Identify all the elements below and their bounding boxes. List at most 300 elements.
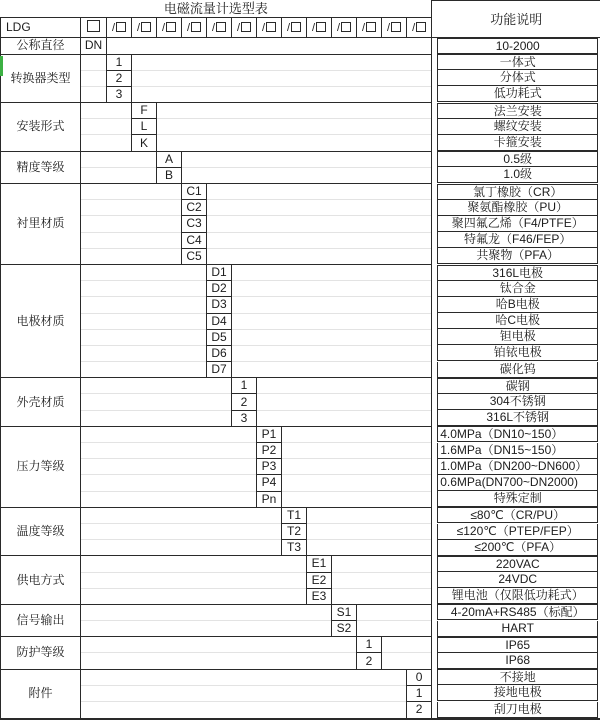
model-slot-cell (157, 18, 182, 38)
empty-cell (157, 119, 432, 135)
desc-column-cell (432, 264, 600, 280)
desc-cell: 不接地 (437, 669, 598, 685)
code-cell: T1 (282, 507, 307, 523)
slash-separator: / (287, 22, 290, 34)
option-row (1, 297, 600, 313)
desc-cell: 卡箍安装 (437, 135, 598, 151)
option-box-icon (341, 22, 351, 32)
empty-cell (132, 86, 432, 102)
desc-column-cell (432, 443, 600, 459)
empty-cell (81, 103, 132, 119)
option-box-icon (416, 22, 426, 32)
desc-cell: 1.6MPa（DN15~150） (437, 443, 598, 459)
category-label: 安装形式 (1, 103, 81, 152)
empty-cell (357, 604, 432, 620)
option-row (1, 378, 600, 394)
code-cell: 2 (107, 70, 132, 86)
empty-cell (81, 507, 282, 523)
empty-cell (81, 621, 332, 637)
desc-cell: 钛合金 (437, 281, 598, 297)
empty-cell (81, 394, 232, 410)
option-row (1, 394, 600, 410)
desc-column-cell (432, 378, 600, 394)
empty-cell (157, 135, 432, 151)
code-cell: 1 (232, 378, 257, 394)
code-cell: P1 (257, 426, 282, 442)
desc-cell: 铂铱电极 (437, 345, 598, 361)
empty-cell (81, 232, 182, 248)
desc-column-cell (432, 394, 600, 410)
empty-cell (81, 167, 157, 183)
desc-cell: 一体式 (437, 54, 598, 70)
empty-cell (282, 459, 432, 475)
empty-cell (257, 410, 432, 426)
option-row (1, 491, 600, 507)
desc-column-cell (432, 151, 600, 167)
desc-column-cell (432, 297, 600, 313)
option-row (1, 329, 600, 345)
option-row (1, 200, 600, 216)
option-row (1, 588, 600, 604)
empty-cell (81, 410, 232, 426)
option-row (1, 54, 600, 70)
code-cell: F (132, 103, 157, 119)
option-row (1, 313, 600, 329)
empty-cell (182, 151, 432, 167)
model-slot-cell (107, 18, 132, 38)
diameter-row (1, 38, 600, 55)
empty-cell (81, 362, 207, 378)
desc-column-cell (432, 232, 600, 248)
desc-cell: 0.6MPa(DN700~DN2000) (437, 475, 598, 491)
empty-cell (257, 394, 432, 410)
empty-cell (107, 38, 432, 55)
table-title: 电磁流量计选型表 (1, 1, 432, 18)
desc-cell: 1.0MPa（DN200~DN600） (437, 459, 598, 475)
option-row (1, 135, 600, 151)
desc-column-cell (432, 475, 600, 491)
desc-cell: 共聚物（PFA） (437, 248, 598, 264)
desc-cell: 刮刀电极 (437, 702, 598, 718)
empty-cell (382, 637, 432, 653)
empty-cell (132, 70, 432, 86)
desc-cell: 304不锈钢 (437, 394, 598, 410)
option-row (1, 167, 600, 183)
option-row (1, 653, 600, 669)
desc-cell: 低功耗式 (437, 86, 598, 102)
option-row (1, 86, 600, 102)
category-label: 压力等级 (1, 426, 81, 507)
code-cell: D1 (207, 264, 232, 280)
desc-cell: 聚四氟乙烯（F4/PTFE） (437, 216, 598, 232)
option-row (1, 459, 600, 475)
code-cell: 0 (407, 669, 432, 685)
desc-cell: 接地电极 (437, 685, 598, 701)
code-cell: K (132, 135, 157, 151)
option-box-icon (266, 22, 276, 32)
category-label: 供电方式 (1, 556, 81, 605)
model-slot-cell (207, 18, 232, 38)
desc-cell: 4.0MPa（DN10~150） (437, 426, 598, 442)
empty-cell (81, 200, 182, 216)
model-slot-cell (182, 18, 207, 38)
desc-column-cell (432, 637, 600, 653)
empty-cell (81, 86, 107, 102)
code-cell: P3 (257, 459, 282, 475)
desc-cell: 哈B电极 (437, 297, 598, 313)
option-row (1, 443, 600, 459)
desc-column-cell (432, 119, 600, 135)
desc-cell: ≤120℃（PTEP/FEP） (437, 524, 598, 540)
category-label: 外壳材质 (1, 378, 81, 427)
option-row (1, 637, 600, 653)
empty-cell (282, 491, 432, 507)
empty-cell (81, 151, 157, 167)
code-cell: L (132, 119, 157, 135)
empty-cell (81, 264, 207, 280)
option-row (1, 345, 600, 361)
desc-cell: 螺纹安装 (437, 119, 598, 135)
desc-column-cell (432, 167, 600, 183)
empty-cell (81, 248, 182, 264)
option-row (1, 281, 600, 297)
option-row (1, 604, 600, 620)
model-slot-cell (282, 18, 307, 38)
code-cell: DN (81, 38, 107, 55)
empty-cell (332, 556, 432, 572)
desc-cell: 特殊定制 (437, 491, 598, 507)
desc-cell: 法兰安装 (437, 103, 598, 119)
function-column-header: 功能说明 (432, 1, 600, 38)
option-box-icon (216, 22, 226, 32)
desc-cell: 分体式 (437, 70, 598, 86)
empty-cell (81, 491, 257, 507)
category-label: 防护等级 (1, 637, 81, 669)
code-cell: C4 (182, 232, 207, 248)
empty-cell (307, 507, 432, 523)
desc-cell: 0.5级 (437, 151, 598, 167)
empty-cell (132, 54, 432, 70)
option-row (1, 151, 600, 167)
option-row (1, 232, 600, 248)
option-row (1, 426, 600, 442)
empty-cell (81, 540, 282, 556)
empty-cell (182, 167, 432, 183)
option-row (1, 475, 600, 491)
option-row (1, 556, 600, 572)
code-cell: 1 (107, 54, 132, 70)
desc-cell: HART (437, 621, 598, 637)
option-row (1, 685, 600, 701)
desc-cell: 1.0级 (437, 167, 598, 183)
option-box-icon (366, 22, 376, 32)
desc-column-cell (432, 362, 600, 378)
desc-column-cell (432, 523, 600, 539)
desc-cell: 碳钢 (437, 378, 598, 394)
empty-cell (232, 297, 432, 313)
code-cell: E2 (307, 572, 332, 588)
code-cell: 2 (407, 702, 432, 719)
desc-column-cell (432, 248, 600, 264)
desc-cell: 220VAC (437, 556, 598, 572)
empty-cell (81, 135, 132, 151)
desc-column-cell (432, 604, 600, 620)
desc-column-cell (432, 345, 600, 361)
desc-column-cell (432, 669, 600, 685)
desc-column-cell (432, 572, 600, 588)
empty-cell (282, 475, 432, 491)
code-cell: 2 (232, 394, 257, 410)
code-cell: D5 (207, 329, 232, 345)
empty-cell (257, 378, 432, 394)
empty-cell (232, 313, 432, 329)
desc-column-cell (432, 200, 600, 216)
slash-separator: / (112, 22, 115, 34)
desc-cell: 碳化钨 (437, 362, 598, 378)
code-cell: T3 (282, 540, 307, 556)
slash-separator: / (337, 22, 340, 34)
code-cell: P4 (257, 475, 282, 491)
option-row (1, 362, 600, 378)
empty-cell (81, 459, 257, 475)
option-row (1, 572, 600, 588)
code-cell: E3 (307, 588, 332, 604)
slash-separator: / (362, 22, 365, 34)
desc-cell: 特氟龙（F46/FEP） (437, 232, 598, 248)
code-cell: C5 (182, 248, 207, 264)
option-row (1, 540, 600, 556)
model-slot-cell (407, 18, 432, 38)
option-box-icon (141, 22, 151, 32)
empty-cell (81, 637, 357, 653)
slash-separator: / (137, 22, 140, 34)
empty-cell (207, 232, 432, 248)
code-cell: B (157, 167, 182, 183)
empty-cell (81, 556, 307, 572)
code-cell: 1 (357, 637, 382, 653)
slash-separator: / (237, 22, 240, 34)
desc-cell: 锂电池（仅限低功耗式） (437, 588, 598, 604)
desc-cell: 聚氨酯橡胶（PU） (437, 200, 598, 216)
code-cell: S2 (332, 621, 357, 637)
option-box-icon (116, 22, 126, 32)
empty-cell (81, 653, 357, 669)
code-cell: 2 (357, 653, 382, 669)
code-cell: D3 (207, 297, 232, 313)
model-slot-cell (357, 18, 382, 38)
category-label: 转换器类型 (1, 54, 81, 103)
desc-column-cell (432, 491, 600, 507)
desc-cell: IP68 (437, 653, 598, 669)
model-slot-cell (132, 18, 157, 38)
empty-cell (81, 329, 207, 345)
code-cell: T2 (282, 523, 307, 539)
desc-column-cell (432, 459, 600, 475)
desc-cell: ≤80℃（CR/PU） (437, 507, 598, 523)
empty-cell (81, 281, 207, 297)
desc-cell: 24VDC (437, 572, 598, 588)
desc-cell: 10-2000 (437, 38, 598, 54)
empty-cell (81, 443, 257, 459)
option-box-icon (291, 22, 301, 32)
empty-cell (81, 572, 307, 588)
empty-cell (81, 70, 107, 86)
desc-cell: 316L电极 (437, 265, 598, 281)
option-box-icon (316, 22, 326, 32)
option-row (1, 523, 600, 539)
desc-column-cell (432, 216, 600, 232)
empty-cell (232, 281, 432, 297)
option-box-icon (166, 22, 176, 32)
desc-column-cell (432, 540, 600, 556)
code-cell: P2 (257, 443, 282, 459)
slash-separator: / (162, 22, 165, 34)
model-prefix: LDG (1, 18, 81, 38)
empty-cell (207, 200, 432, 216)
option-row (1, 216, 600, 232)
option-row (1, 248, 600, 264)
category-label: 附件 (1, 669, 81, 718)
option-row (1, 70, 600, 86)
empty-cell (81, 685, 407, 701)
code-cell: D4 (207, 313, 232, 329)
empty-cell (81, 297, 207, 313)
empty-cell (232, 345, 432, 361)
desc-cell: 氯丁橡胶（CR） (437, 184, 598, 200)
empty-cell (81, 119, 132, 135)
empty-cell (81, 184, 182, 200)
category-label: 电极材质 (1, 264, 81, 377)
code-cell: A (157, 151, 182, 167)
desc-column-cell (432, 588, 600, 604)
category-label: 公称直径 (1, 38, 81, 55)
desc-column-cell (432, 184, 600, 200)
desc-column-cell (432, 621, 600, 637)
empty-cell (81, 378, 232, 394)
option-row (1, 184, 600, 200)
empty-cell (232, 329, 432, 345)
desc-cell: 4-20mA+RS485（标配） (437, 604, 598, 620)
code-cell: D7 (207, 362, 232, 378)
code-cell: C1 (182, 184, 207, 200)
code-cell: C2 (182, 200, 207, 216)
desc-cell: 316L不锈钢 (437, 410, 598, 426)
empty-cell (81, 523, 282, 539)
empty-cell (81, 669, 407, 685)
slash-separator: / (412, 22, 415, 34)
desc-column-cell (432, 103, 600, 119)
empty-cell (232, 264, 432, 280)
option-box-icon (191, 22, 201, 32)
empty-cell (81, 345, 207, 361)
desc-column-cell (432, 653, 600, 669)
model-slot-cell (382, 18, 407, 38)
desc-column-cell (432, 685, 600, 701)
option-box-icon (241, 22, 251, 32)
code-cell: 3 (107, 86, 132, 102)
model-slot-cell (257, 18, 282, 38)
desc-cell: ≤200℃（PFA） (437, 540, 598, 556)
option-box-icon (87, 20, 100, 32)
code-cell: D2 (207, 281, 232, 297)
option-row (1, 264, 600, 280)
slash-separator: / (387, 22, 390, 34)
category-label: 衬里材质 (1, 184, 81, 265)
desc-column-cell (432, 556, 600, 572)
category-label: 信号输出 (1, 604, 81, 636)
empty-cell (81, 313, 207, 329)
desc-column-cell (432, 135, 600, 151)
desc-cell: 哈C电极 (437, 313, 598, 329)
header-row (1, 1, 600, 18)
desc-column-cell (432, 54, 600, 70)
desc-column-cell (432, 70, 600, 86)
desc-column-cell (432, 313, 600, 329)
model-slot-cell (232, 18, 257, 38)
code-cell: Pn (257, 491, 282, 507)
desc-column-cell (432, 329, 600, 345)
desc-column-cell (432, 410, 600, 426)
empty-cell (307, 540, 432, 556)
empty-cell (81, 588, 307, 604)
option-row (1, 669, 600, 685)
code-cell: 3 (232, 410, 257, 426)
desc-column-cell (432, 38, 600, 55)
code-cell: E1 (307, 556, 332, 572)
slash-separator: / (212, 22, 215, 34)
code-cell: S1 (332, 604, 357, 620)
empty-cell (307, 523, 432, 539)
empty-cell (232, 362, 432, 378)
empty-cell (282, 443, 432, 459)
option-row (1, 119, 600, 135)
empty-cell (81, 216, 182, 232)
code-cell: C3 (182, 216, 207, 232)
slash-separator: / (262, 22, 265, 34)
option-row (1, 103, 600, 119)
slash-separator: / (312, 22, 315, 34)
empty-cell (332, 588, 432, 604)
model-slot-cell (332, 18, 357, 38)
desc-cell: 钽电极 (437, 329, 598, 345)
desc-cell: IP65 (437, 637, 598, 653)
empty-cell (81, 604, 332, 620)
desc-column-cell (432, 281, 600, 297)
option-row (1, 410, 600, 426)
option-row (1, 621, 600, 637)
empty-cell (157, 103, 432, 119)
empty-cell (207, 248, 432, 264)
code-cell: D6 (207, 345, 232, 361)
category-label: 温度等级 (1, 507, 81, 556)
empty-cell (207, 216, 432, 232)
empty-cell (332, 572, 432, 588)
option-box-icon (391, 22, 401, 32)
desc-column-cell (432, 426, 600, 442)
desc-column-cell (432, 86, 600, 102)
desc-column-cell (432, 507, 600, 523)
empty-cell (282, 426, 432, 442)
green-marker (0, 56, 3, 76)
empty-cell (81, 475, 257, 491)
slash-separator: / (187, 22, 190, 34)
model-slot-cell (307, 18, 332, 38)
code-cell: 1 (407, 685, 432, 701)
empty-cell (81, 54, 107, 70)
category-label: 精度等级 (1, 151, 81, 183)
empty-cell (382, 653, 432, 669)
option-row (1, 507, 600, 523)
